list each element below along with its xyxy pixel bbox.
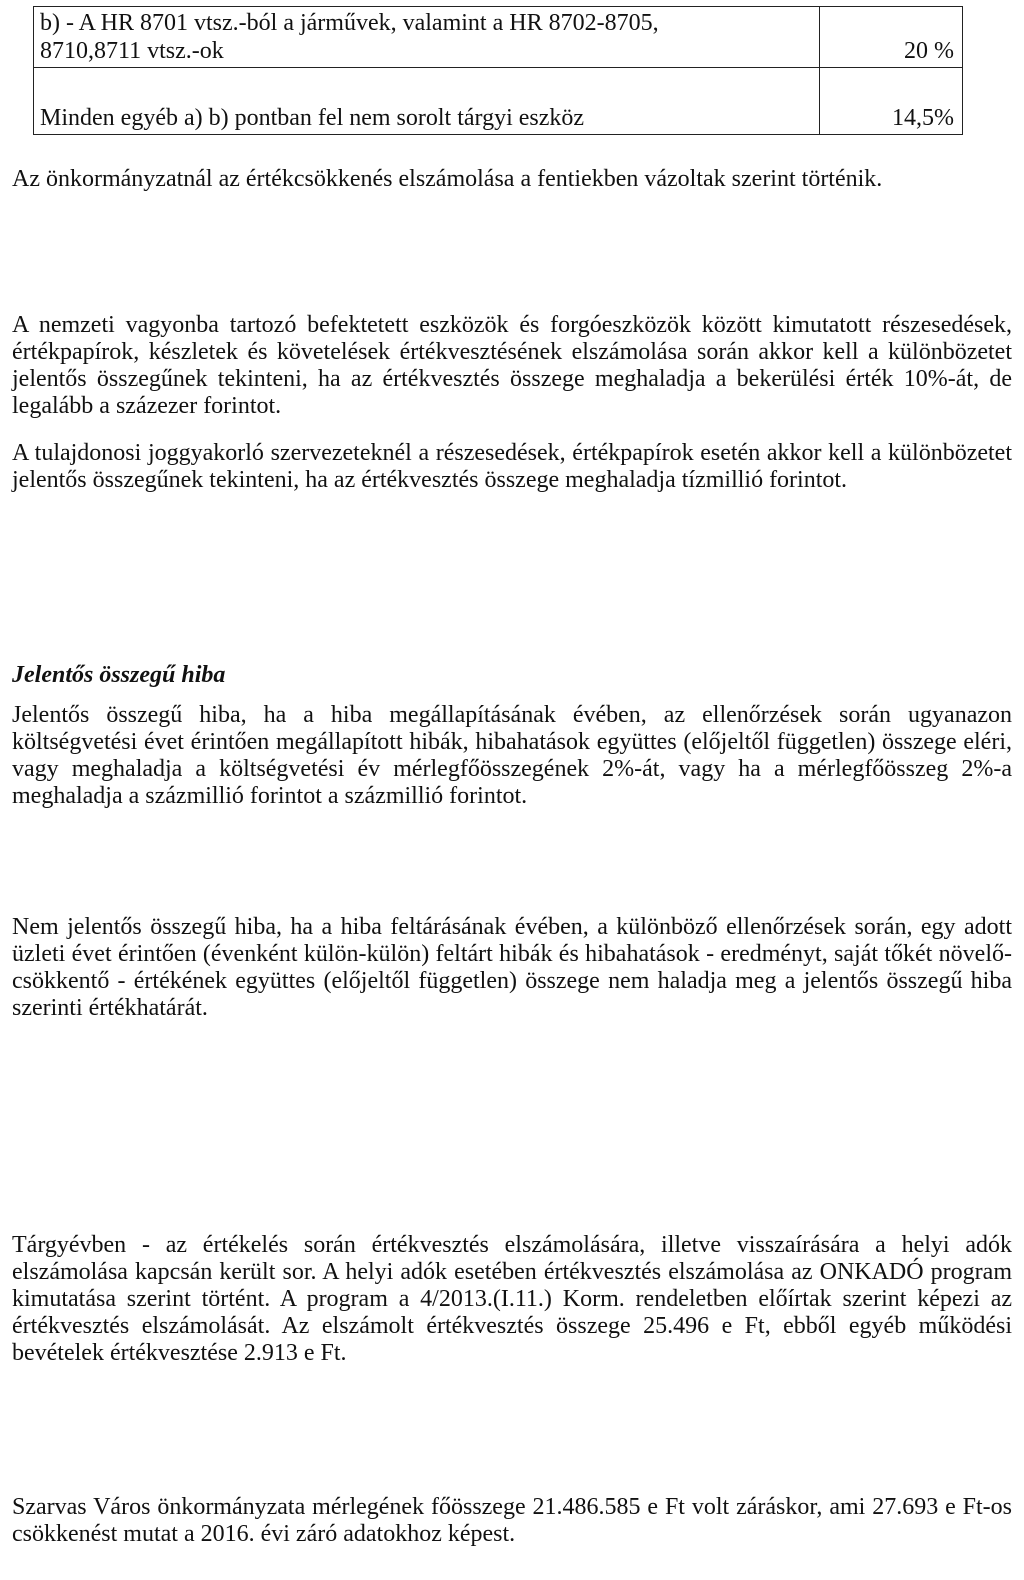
current-year-paragraph: Tárgyévben - az értékelés során értékvesztés elszámolására, illetve visszaírására a helyi adók elszámolása kapcsán került sor. A helyi adók esetében értékvesztés elszámolása az ONKADÓ program kimutatása szerint történt. A program a 4/2013.(I.11.) Korm. rendeletben előírtak szerint képezi az értékvesztés elszámolását. Az elszámolt értékvesztés összege 25.496 e Ft, ebből egyéb működési bevételek értékvesztése 2.913 e Ft.: [12, 1232, 1012, 1366]
depreciation-rate-table: [33, 6, 963, 135]
non-significant-error-paragraph: Nem jelentős összegű hiba, ha a hiba feltárásának évében, a különböző ellenőrzések során, egy adott üzleti évet érintően (évenként külön-külön) feltárt hibák és hibahatások - eredményt, saját tőkét növelő-csökkentő - értékének együttes (előjeltől független) összege nem haladja meg a jelentős összegű hiba szerinti értékhatárát.: [12, 914, 1012, 1021]
table-cell-label: Minden egyéb a) b) pontban fel nem sorolt tárgyi eszköz: [34, 68, 820, 135]
owner-entities-paragraph: A tulajdonosi joggyakorló szervezeteknél a részesedések, értékpapírok esetén akkor kell a különbözetet jelentős összegűnek tekinteni, ha az értékvesztés összege meghaladja tízmillió forintot.: [12, 440, 1012, 493]
impairment-significance-paragraph: A nemzeti vagyonba tartozó befektetett eszközök és forgóeszközök között kimutatott részesedések, értékpapírok, készletek és követelések értékvesztésének elszámolása során akkor kell a különbözetet jelentős összegűnek tekinteni, ha az értékvesztés összege meghaladja a bekerülési érték 10%-át, de legalább a százezer forintot.: [12, 312, 1012, 419]
table-row: [34, 68, 963, 135]
table-row: [34, 7, 963, 68]
balance-total-paragraph: Szarvas Város önkormányzata mérlegének főösszege 21.486.585 e Ft volt záráskor, ami 27.693 e Ft-os csökkenést mutat a 2016. évi záró adatokhoz képest.: [12, 1494, 1012, 1547]
table-cell-rate: 20 %: [820, 7, 963, 68]
significant-error-paragraph: Jelentős összegű hiba, ha a hiba megállapításának évében, az ellenőrzések során ugyanazon költségvetési évet érintően megállapított hibák, hibahatások együttes (előjeltől független) összege eléri, vagy meghaladja a költségvetési év mérlegfőösszegének 2%-át, vagy ha a mérlegfőösszeg 2%-a meghaladja a százmillió forintot a százmillió forintot.: [12, 702, 1012, 809]
table-cell-label-line: b) - A HR 8701 vtsz.-ból a járművek, valamint a HR 8702-8705,: [40, 10, 659, 36]
table-cell-label-line: 8710,8711 vtsz.-ok: [40, 38, 224, 64]
significant-error-heading: Jelentős összegű hiba: [12, 662, 226, 688]
table-cell-label: [34, 7, 820, 68]
table-cell-rate: 14,5%: [820, 68, 963, 135]
depreciation-note: Az önkormányzatnál az értékcsökkenés elszámolása a fentiekben vázoltak szerint történik.: [12, 166, 883, 192]
